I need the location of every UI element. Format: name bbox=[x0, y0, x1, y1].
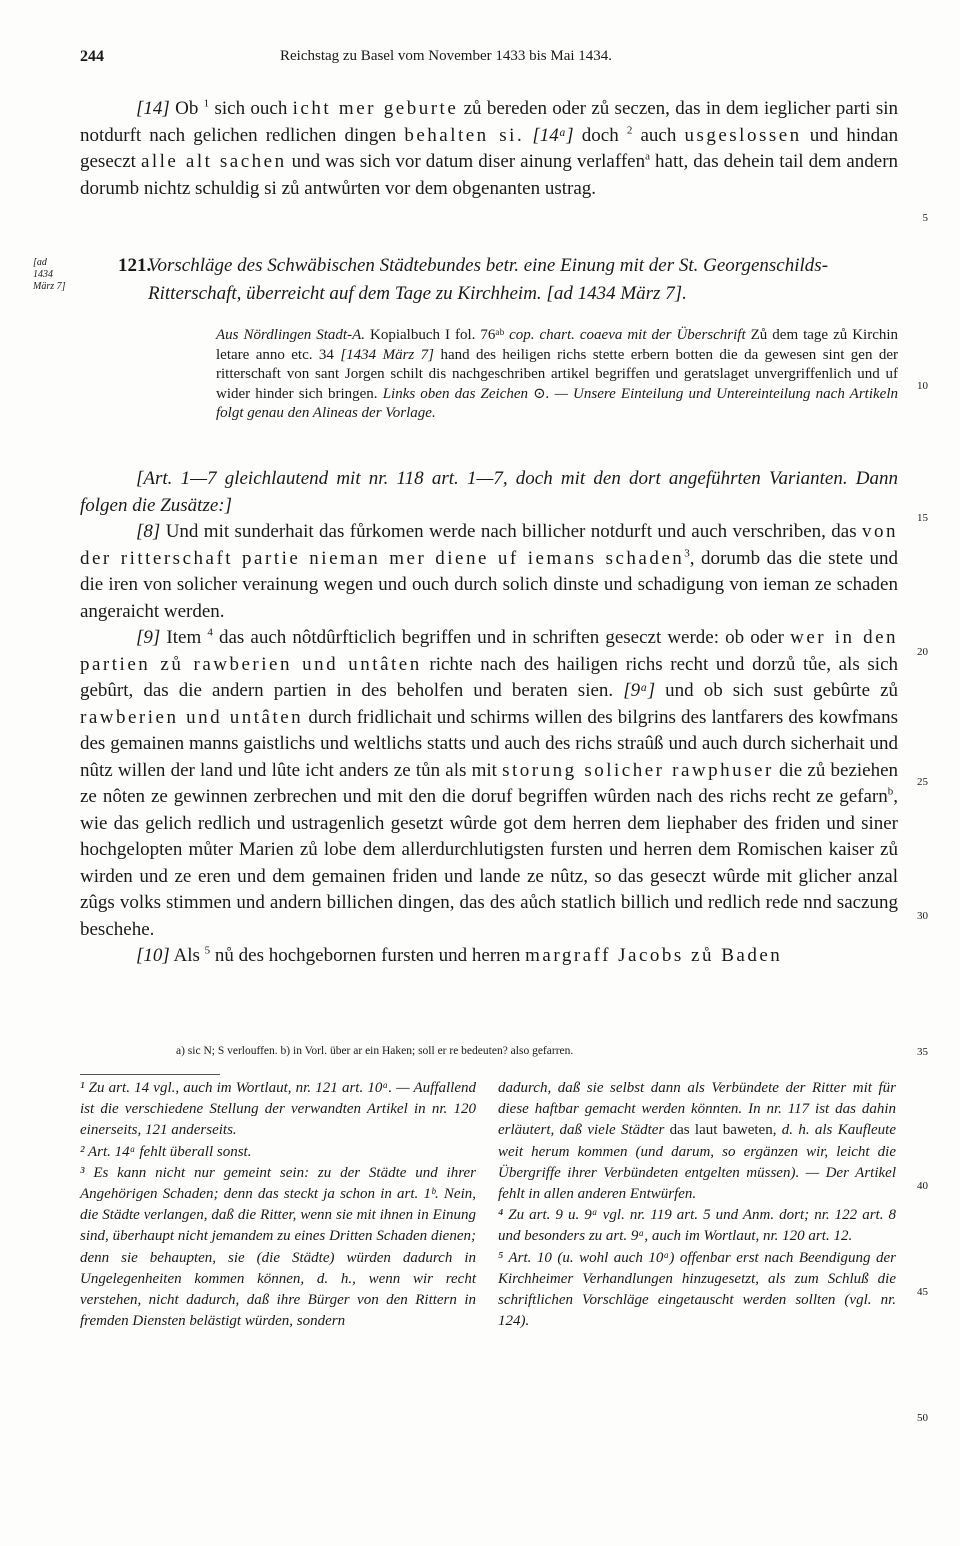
footnote-2: ² Art. 14ᵃ fehlt überall sonst. bbox=[80, 1143, 252, 1160]
line-number: 40 bbox=[917, 1180, 928, 1192]
document-number: 121. bbox=[118, 255, 152, 276]
footnote-1: ¹ Zu art. 14 vgl., auch im Wortlaut, nr. 121 art. 10ᵃ. — Auffallend ist die verschiedene Stellung der verwandten Artikel in nr. 120 einerseits, 121 anderseits. bbox=[80, 1080, 476, 1139]
provenance-note: Aus Nördlingen Stadt-A. Kopialbuch I fol. 76ᵃᵇ cop. chart. coaeva mit der Überschrift Zů dem tage zů Kirchin letare anno etc. 34 [1434 März 7] hand des heiligen richs stette erbern botten die da gewesen sint gen der ritterschaft von sant Jorgen schilt dis nachgeschriben artikel begriffen und geratslaget unvergriffenlich und uf wider hinder sich bringen. Links oben das Zeichen ⊙. — Unsere Einteilung und Untereinteilung nach Artikeln folgt genau den Alineas der Vorlage. bbox=[216, 327, 899, 422]
page-number: 244 bbox=[80, 48, 104, 65]
line-number: 35 bbox=[917, 1046, 928, 1058]
line-number: 20 bbox=[917, 646, 928, 658]
critical-apparatus: a) sic N; S verlouffen. b) in Vorl. über ar ein Haken; soll er re bedeuten? also gefarren. bbox=[176, 1045, 574, 1057]
section-14 bbox=[80, 96, 898, 202]
footnote-5: ⁵ Art. 10 (u. wohl auch 10ᵃ) offenbar erst nach Beendigung der Kirchheimer Verhandlungen hinzugesetzt, als zum Schluß die schriftlichen Vorschläge eingetauscht werden sollten (vgl. nr. 124). bbox=[498, 1249, 896, 1330]
document-title: Vorschläge des Schwäbischen Städtebundes betr. eine Einung mit der St. Georgenschilds-Ritterschaft, überreicht auf dem Tage zu Kirchheim. [ad 1434 März 7]. bbox=[148, 255, 829, 304]
line-number: 30 bbox=[917, 910, 928, 922]
paragraph-14: [14] Ob $^1$ sich ouch icht mer geburte zů bereden oder zů seczen, das in dem ieglicher parti sin notdurft nach gelichen redlichen dingen behalten si. [14ᵃ] doch $^2$ auch usgeslossen und hindan geseczt alle alt sachen und was sich vor datum diser ainung verlaffen$^a$ hatt, das dehein tail dem andern dorumb nichtz schuldig si zů antwůrten vor dem obgenanten ustrag. bbox=[80, 97, 899, 199]
footnote-4: ⁴ Zu art. 9 u. 9ᵃ vgl. nr. 119 art. 5 und Anm. dort; nr. 122 art. 8 und besonders zu art. 9ᵃ, auch im Wortlaut, nr. 120 art. 12. bbox=[498, 1207, 896, 1245]
line-number: 15 bbox=[917, 512, 928, 524]
footnote-3: ³ Es kann nicht nur gemeint sein: zu der Städte und ihrer Angehörigen Schaden; denn das steckt ja schon in art. 1ᵇ. Nein, die Städte verlangen, daß die Ritter, wenn sie mit ihnen in Einung sind, überhaupt nicht jemandem zu eines Dritten Schaden dienen; denn sie behaupten, sie (die Städte) würden dadurch in Ungelegenheiten kommen können, d. h., wenn wir recht verstehen, nicht dadurch, daß ihre Bürger von den Rittern in fremden Diensten belästigt würden, sondern bbox=[80, 1164, 476, 1330]
footnote-3-continued: dadurch, daß sie selbst dann als Verbündete der Ritter mit für diese haftbar gemacht werden könnten. In nr. 117 ist das dahin erläutert, daß viele Städter das laut baweten, d. h. als Kaufleute weit herum kommen (und darum, so ergänzen wir, leicht die Übergriffe ihrer Verbündeten entgelten müssen). — Der Artikel fehlt in allen anderen Entwürfen. bbox=[498, 1080, 897, 1203]
variants-note: [Art. 1—7 gleichlautend mit nr. 118 art. 1—7, doch mit den dort angeführten Varianten. Dann folgen die Zusätze:] bbox=[80, 468, 898, 516]
line-number: 25 bbox=[917, 776, 928, 788]
line-number: 10 bbox=[917, 380, 928, 392]
article-9: [9] Item $^4$ das auch nôtdûrfticlich begriffen und in schriften geseczt werde: ob oder wer in den partien zů rawberien und untâten richte nach des hailigen richs recht und dorzů tůe, als sich gebûrt, das die andern partien in des beholfen und beraten sien. [9ᵃ] und ob sich sust gebûrte zů rawberien und untâten durch fridlichait und schirms willen des bilgrins des lantfarers des kowfmans des gemainen manns gaistlichs und weltlichs statts und auch des richs straûß und auch durch sicherhait und nûtz willen der land und lûte icht anders ze tůn als mit storung solicher rawphuser die zů beziehen ze nôten ze gewinnen zerbrechen und mit den die doruf begriffen wûrden nach des richs recht ze gefarn$^b$, wie das gelich redlich und ustragenlich gesetzt wûrde got dem herren dem liephaber des friden und siner hochgelopten můter Marien zů lobe dem allerdurchlutigsten fursten und herren dem Romischen kaiser zů wirden und ze eren und dem gemainen friden und lande ze nûtz, so das geseczt wûrde mit glicher anzal zûgs volks stimmen und andern billichen dingen, das des aůch statlich billich und redlich rede nnd saczung beschehe. bbox=[80, 626, 899, 940]
page-header bbox=[80, 48, 910, 72]
line-number: 50 bbox=[917, 1412, 928, 1424]
margin-date-note: [ad 1434 März 7] bbox=[33, 257, 66, 292]
article-8: [8] Und mit sunderhait das fůrkomen werde nach billicher notdurft und auch verschriben, das von der ritterschaft partie nieman mer diene uf iemans schaden$^3$, dorumb das die stete und die iren von solicher verainung wegen und ouch durch solich dinste und schadigung von ieman ze schaden angeraicht werden. bbox=[80, 521, 899, 622]
footnote-divider bbox=[80, 1074, 220, 1075]
line-number: 45 bbox=[917, 1286, 928, 1298]
document-heading bbox=[118, 252, 898, 308]
footnotes-right-column bbox=[498, 1078, 896, 1332]
running-title: Reichstag zu Basel vom November 1433 bis Mai 1434. bbox=[280, 48, 613, 64]
footnotes-left-column bbox=[80, 1078, 476, 1332]
line-number: 5 bbox=[922, 212, 928, 224]
article-10: [10] Als $^5$ nů des hochgebornen fursten und herren margraff Jacobs zů Baden bbox=[136, 944, 783, 966]
articles-text bbox=[80, 466, 898, 970]
